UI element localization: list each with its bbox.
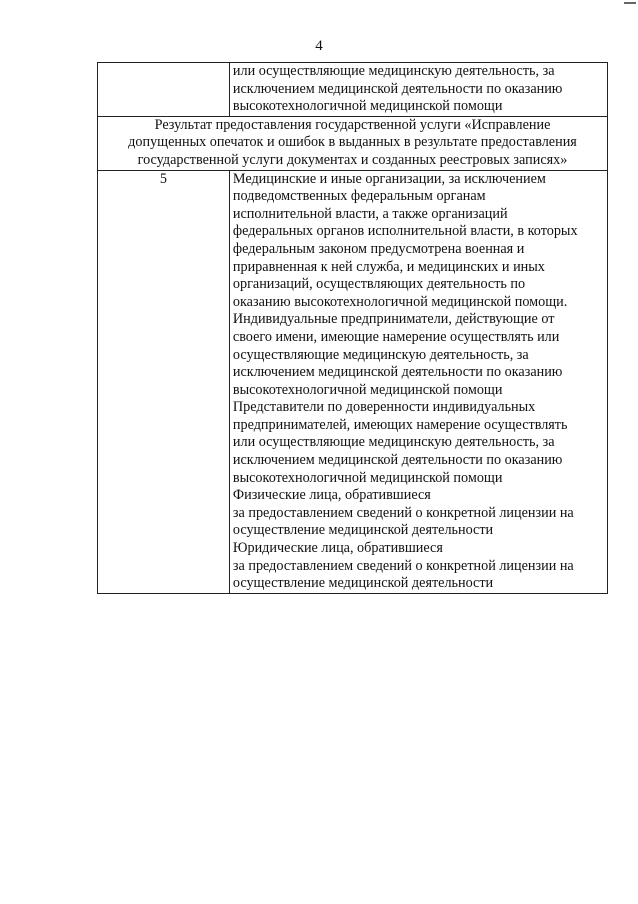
text-line: подведомственных федеральным органам bbox=[232, 188, 486, 205]
text-line: исключением медицинской деятельности по оказанию bbox=[232, 80, 563, 97]
result-line: Результат предоставления государственной услуги «Исправление bbox=[154, 116, 551, 133]
row-number-cell: 5 bbox=[98, 170, 230, 593]
text-line: исполнительной власти, а также организаций bbox=[232, 205, 508, 222]
continuation-text-cell bbox=[229, 63, 607, 117]
text-line: федеральным законом предусмотрена военная и bbox=[232, 240, 525, 257]
text-line: высокотехнологичной медицинской помощи bbox=[232, 469, 503, 486]
text-line: исключением медицинской деятельности по оказанию bbox=[232, 452, 563, 469]
table-row-5 bbox=[98, 170, 608, 593]
text-line: Медицинские и иные организации, за исключением bbox=[232, 170, 546, 187]
document-table bbox=[97, 62, 608, 594]
result-line: государственной услуги документах и созданных реестровых записях» bbox=[137, 151, 568, 168]
text-line: осуществление медицинской деятельности bbox=[232, 522, 494, 539]
text-line: или осуществляющие медицинскую деятельность, за bbox=[232, 434, 555, 451]
text-line: федеральных органов исполнительной власти, в которых bbox=[232, 223, 578, 240]
text-line: осуществляющие медицинскую деятельность, за bbox=[232, 346, 529, 363]
page-number: 4 bbox=[315, 38, 323, 54]
text-line: Юридические лица, обратившиеся bbox=[232, 540, 443, 557]
text-line: за предоставлением сведений о конкретной лицензии на bbox=[232, 504, 574, 521]
continuation-left-cell bbox=[98, 63, 230, 117]
applicants-cell bbox=[229, 170, 607, 593]
text-line: высокотехнологичной медицинской помощи bbox=[232, 98, 503, 115]
text-line: Физические лица, обратившиеся bbox=[232, 487, 431, 504]
text-line: осуществление медицинской деятельности bbox=[232, 575, 494, 592]
text-line: своего имени, имеющие намерение осуществлять или bbox=[232, 328, 560, 345]
table-row-result-header bbox=[98, 116, 608, 170]
result-header-cell bbox=[98, 116, 608, 170]
text-line: за предоставлением сведений о конкретной лицензии на bbox=[232, 557, 574, 574]
text-line: Индивидуальные предприниматели, действующие от bbox=[232, 311, 555, 328]
text-line: организаций, осуществляющих деятельность по bbox=[232, 276, 526, 293]
result-line: допущенных опечаток и ошибок в выданных в результате предоставления bbox=[128, 134, 577, 151]
text-line: или осуществляющие медицинскую деятельность, за bbox=[232, 63, 555, 79]
scan-mark bbox=[624, 2, 636, 4]
text-line: исключением медицинской деятельности по оказанию bbox=[232, 364, 563, 381]
text-line: приравненная к ней служба, и медицинских и иных bbox=[232, 258, 545, 275]
text-line: предпринимателей, имеющих намерение осуществлять bbox=[232, 416, 568, 433]
text-line: высокотехнологичной медицинской помощи bbox=[232, 381, 503, 398]
table-row-continuation bbox=[98, 63, 608, 117]
text-line: оказанию высокотехнологичной медицинской помощи. bbox=[232, 293, 568, 310]
text-line: Представители по доверенности индивидуальных bbox=[232, 399, 536, 416]
